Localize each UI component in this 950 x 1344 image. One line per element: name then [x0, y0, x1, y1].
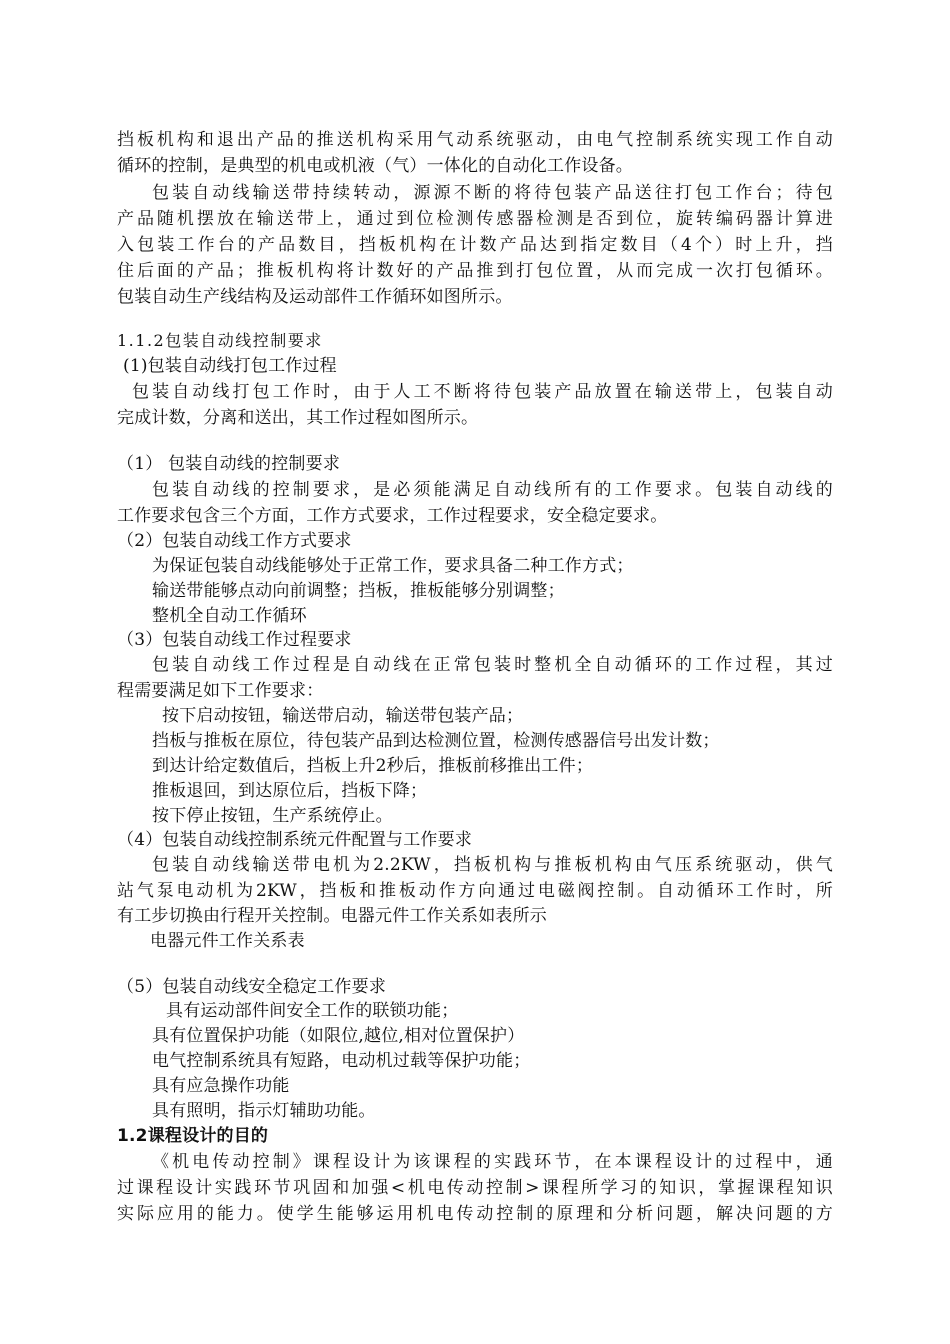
requirement-item: 具有运动部件间安全工作的联锁功能； — [166, 1001, 459, 1021]
requirement-title-4: （4）包装自动线控制系统元件配置与工作要求 — [117, 830, 473, 850]
requirement-item: 挡板与推板在原位，待包装产品到达检测位置，检测传感器信号出发计数； — [152, 731, 720, 751]
flow-paragraph-line: 产品随机摆放在输送带上，通过到位检测传感器检测是否到位，旋转编码器计算进 — [117, 209, 833, 229]
subsection-title-1: (1)包装自动线打包工作过程 — [123, 356, 337, 376]
requirement-item: 具有位置保护功能（如限位,越位,相对位置保护） — [152, 1026, 525, 1046]
purpose-text-line: 过课程设计实践环节巩固和加强<机电传动控制>课程所学习的知识，掌握课程知识 — [117, 1178, 833, 1198]
requirement-title-2: （2）包装自动线工作方式要求 — [117, 531, 352, 551]
requirement-text-line: 站气泵电动机为2KW，挡板和推板动作方向通过电磁阀控制。自动循环工作时，所 — [117, 881, 833, 901]
subsection-text-line: 完成计数，分离和送出，其工作过程如图所示。 — [117, 408, 479, 428]
flow-paragraph-line: 包装自动生产线结构及运动部件工作循环如图所示。 — [117, 287, 513, 307]
requirement-title-3: （3）包装自动线工作过程要求 — [117, 630, 352, 650]
requirement-item: 到达计给定数值后，挡板上升2秒后，推板前移推出工件； — [152, 756, 594, 776]
requirement-item: 为保证包装自动线能够处于正常工作，要求具备二种工作方式； — [152, 556, 634, 576]
subsection-text-line: 包装自动线打包工作时，由于人工不断将待包装产品放置在输送带上，包装自动 — [132, 382, 833, 402]
requirement-title-5: （5）包装自动线安全稳定工作要求 — [117, 977, 387, 997]
purpose-text-line: 《机电传动控制》课程设计为该课程的实践环节，在本课程设计的过程中，通 — [152, 1152, 833, 1172]
requirement-item: 整机全自动工作循环 — [152, 606, 307, 626]
requirement-item: 输送带能够点动向前调整；挡板，推板能够分别调整； — [152, 581, 565, 601]
flow-paragraph-line: 住后面的产品；推板机构将计数好的产品推到打包位置，从而完成一次打包循环。 — [117, 261, 833, 281]
requirement-item: 按下启动按钮，输送带启动，输送带包装产品； — [162, 706, 524, 726]
requirement-text-line: 有工步切换由行程开关控制。电器元件工作关系如表所示 — [117, 906, 547, 926]
flow-paragraph-line: 包装自动线输送带持续转动，源源不断的将待包装产品送往打包工作台；待包 — [152, 183, 833, 203]
requirement-text-line: 工作要求包含三个方面，工作方式要求，工作过程要求，安全稳定要求。 — [117, 506, 668, 526]
requirement-text-line: 包装自动线输送带电机为2.2KW，挡板机构与推板机构由气压系统驱动，供气 — [152, 855, 833, 875]
requirement-item: 按下停止按钮，生产系统停止。 — [152, 806, 393, 826]
requirement-item: 具有应急操作功能 — [152, 1076, 290, 1096]
requirement-item: 具有照明，指示灯辅助功能。 — [152, 1101, 376, 1121]
requirement-item: 推板退回，到达原位后，挡板下降； — [152, 781, 428, 801]
purpose-text-line: 实际应用的能力。使学生能够运用机电传动控制的原理和分析问题，解决问题的方 — [117, 1204, 833, 1224]
requirement-text-line: 包装自动线的控制要求，是必须能满足自动线所有的工作要求。包装自动线的 — [152, 480, 833, 500]
flow-paragraph-line: 入包装工作台的产品数目，挡板机构在计数产品达到指定数目（4个）时上升，挡 — [117, 235, 833, 255]
section-heading-1-2: 1.2课程设计的目的 — [117, 1126, 269, 1146]
requirement-item: 电气控制系统具有短路，电动机过载等保护功能； — [152, 1051, 531, 1071]
requirement-title-1: （1） 包装自动线的控制要求 — [117, 454, 341, 474]
requirement-text-line: 程需要满足如下工作要求： — [117, 681, 324, 701]
table-caption: 电器元件工作关系表 — [150, 931, 305, 951]
requirement-text-line: 包装自动线工作过程是自动线在正常包装时整机全自动循环的工作过程，其过 — [152, 655, 833, 675]
section-heading-1-1-2: 1.1.2包装自动线控制要求 — [117, 331, 323, 350]
intro-line-2: 循环的控制，是典型的机电或机液（气）一体化的自动化工作设备。 — [117, 156, 633, 176]
intro-line-1: 挡板机构和退出产品的推送机构采用气动系统驱动，由电气控制系统实现工作自动 — [117, 130, 833, 150]
